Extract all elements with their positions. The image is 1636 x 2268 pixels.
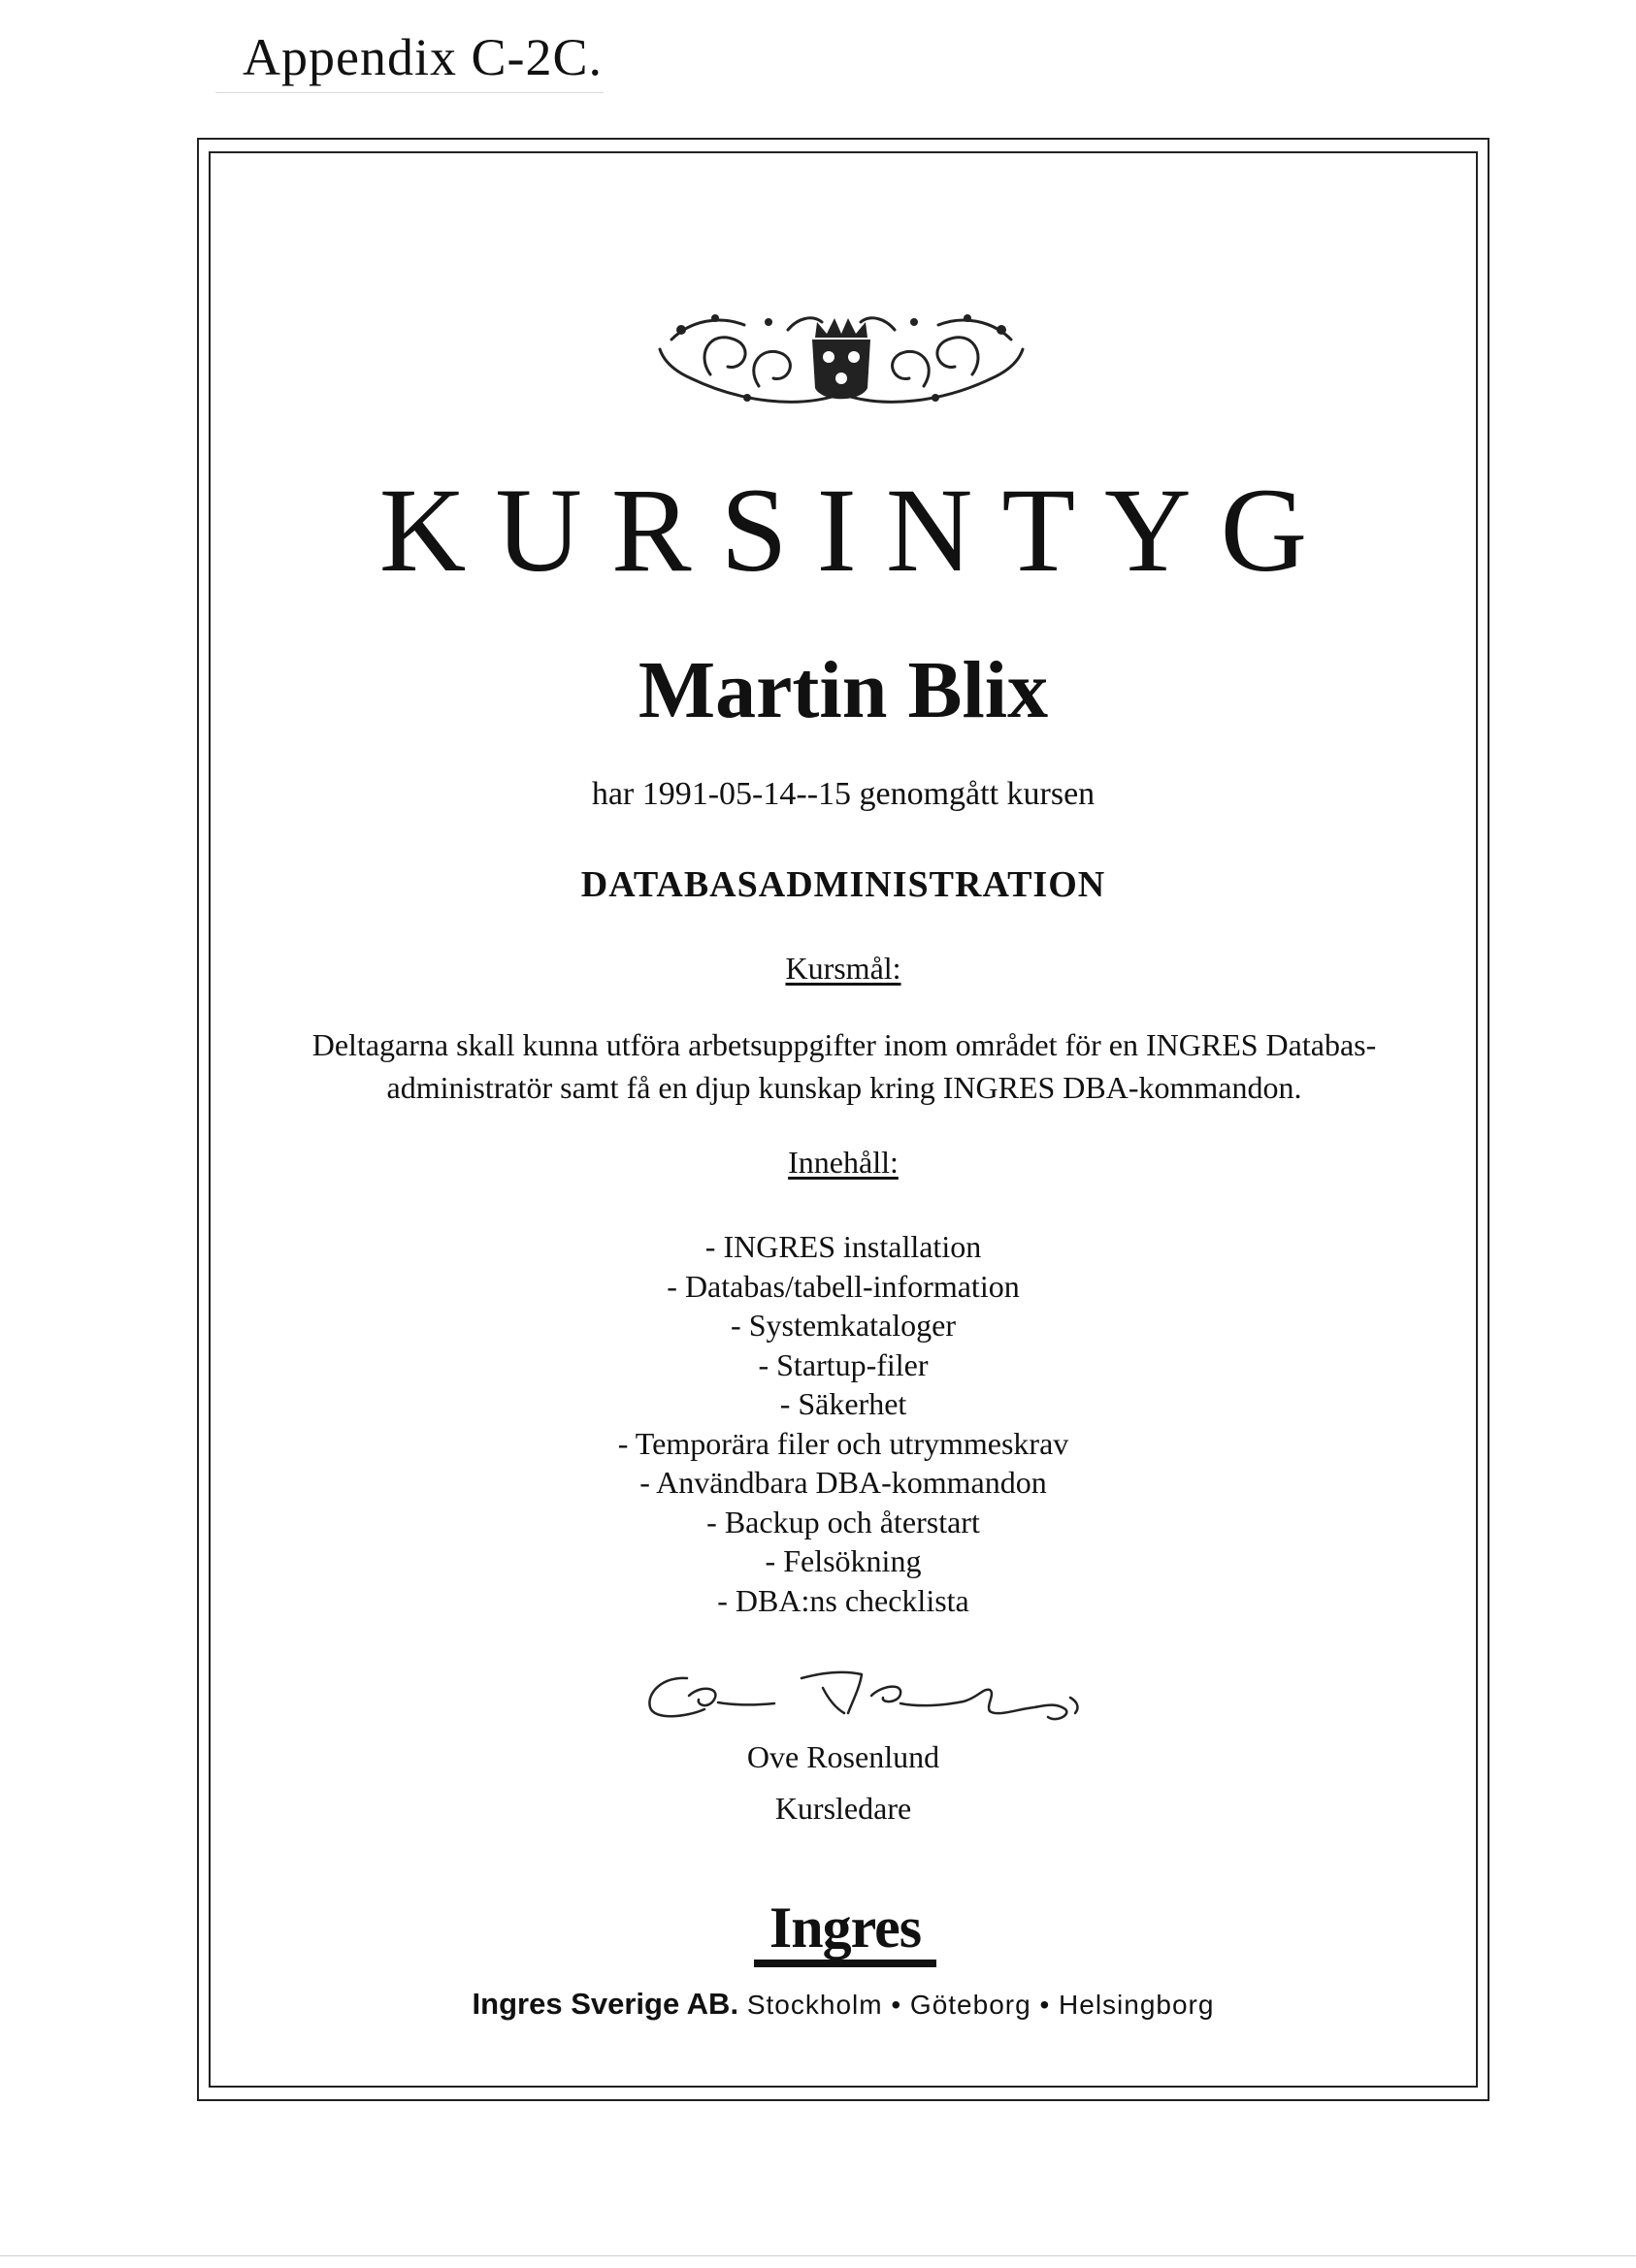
company-name: Ingres Sverige AB. [472, 1987, 739, 2021]
course-name: DATABASADMINISTRATION [580, 864, 1106, 905]
signer-role: Kursledare [774, 1791, 912, 1826]
goal-heading: Kursmål: [785, 951, 901, 986]
goal-heading-wrap [209, 951, 1478, 987]
appendix-label: Appendix C-2C. [243, 28, 603, 86]
ingres-logo-text: Ingres [769, 1895, 922, 1960]
content-item: - DBA:ns checklista [717, 1582, 969, 1618]
content-heading-wrap [209, 1145, 1478, 1181]
goal-text-line-1: Deltagarna skall kunna utföra arbetsuppgifter inom området för en INGRES Databas- [311, 1027, 1377, 1062]
signature-icon [629, 1649, 1114, 1736]
goal-text [291, 1023, 1397, 1109]
recipient-name: Martin Blix [638, 645, 1049, 735]
content-item: - Startup-filer [758, 1346, 929, 1382]
bottom-rule [0, 2255, 1636, 2256]
content-item: - Backup och återstart [706, 1504, 980, 1539]
content-item: - Systemkataloger [731, 1308, 956, 1343]
company-line [209, 1987, 1478, 2022]
content-item: - INGRES installation [704, 1229, 982, 1264]
ingres-logo-bar [754, 1960, 936, 1967]
signer-name: Ove Rosenlund [746, 1739, 940, 1774]
content-item: - Temporära filer och utrymmeskrav [617, 1425, 1069, 1461]
appendix-rule [215, 92, 604, 93]
company-offices: Stockholm • Göteborg • Helsingborg [746, 1990, 1215, 2020]
certificate-title: KURSINTYG [378, 464, 1337, 597]
content-heading: Innehåll: [788, 1145, 899, 1180]
course-date-line: har 1991-05-14--15 genomgått kursen [591, 776, 1096, 812]
content-list [209, 1227, 1478, 1620]
ingres-logo [748, 1895, 942, 1971]
content-item: - Säkerhet [779, 1386, 907, 1421]
content-item: - Databas/tabell-information [667, 1268, 1020, 1304]
content-item: - Användbara DBA-kommandon [639, 1465, 1047, 1500]
content-item: - Felsökning [765, 1543, 922, 1578]
royal-crest-ornament-icon [652, 301, 1031, 417]
goal-text-line-2: administratör samt få en djup kunskap kring INGRES DBA-kommandon. [386, 1070, 1302, 1105]
